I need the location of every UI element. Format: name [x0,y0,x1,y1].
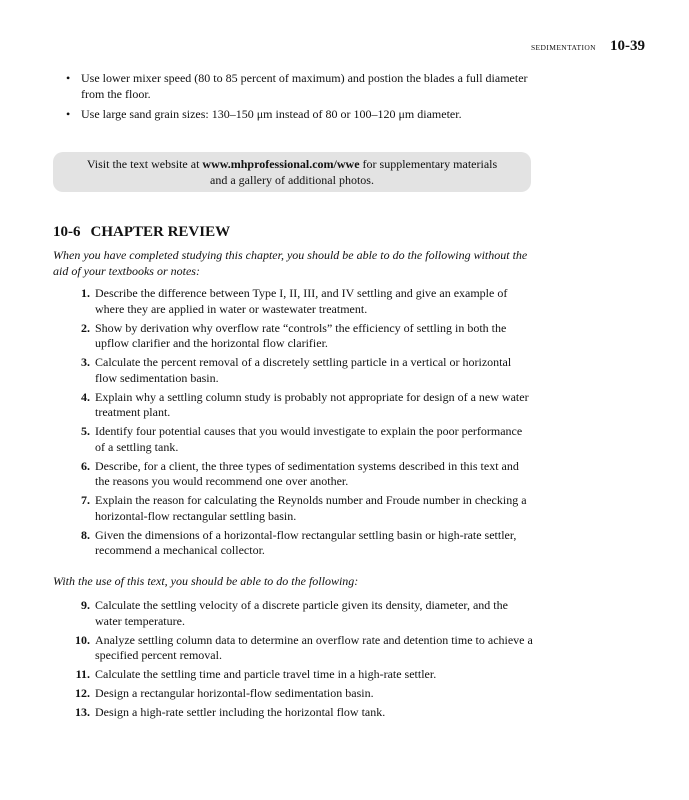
item-number: 2. [81,320,90,335]
item-text: Describe, for a client, the three types of sedimentation systems described in this text and the reasons you would recommend one over another. [95,458,519,488]
callout-line-2: and a gallery of additional photos. [210,173,374,187]
section-title: CHAPTER REVIEW [90,224,231,240]
list-item [53,390,533,421]
item-number: 7. [81,493,90,507]
list-item [53,633,533,664]
running-head: SEDIMENTATION [530,43,596,52]
item-number: 13. [75,705,90,719]
list-item [66,107,536,123]
list-item [53,686,533,702]
bullet-text: Use large sand grain sizes: 130–150 μm instead of 80 or 100–120 μm diameter. [81,107,462,121]
website-callout [53,152,531,192]
section-heading [53,224,230,241]
list-item [53,355,533,386]
bullet-symbol: • [66,71,71,85]
list-item [53,705,533,721]
item-text: Design a high-rate settler including the horizontal flow tank. [95,705,386,719]
item-number: 9. [81,598,90,612]
item-text: Design a rectangular horizontal-flow sedimentation basin. [95,686,374,700]
item-text: Calculate the percent removal of a discretely settling particle in a vertical or horizontal flow sedimentation basin. [95,355,512,385]
item-text: Calculate the settling velocity of a discrete particle given its density, diameter, and the water temperature. [95,598,508,628]
list-item [66,71,536,102]
page-number: 10-39 [610,38,645,54]
list-item [53,286,533,317]
item-text: Identify four potential causes that you would investigate to explain the poor performance of a settling tank. [95,424,523,454]
callout-line-1 [53,156,531,172]
item-number: 10. [75,632,90,647]
item-text: Describe the difference between Type I, II, III, and IV settling and give an example of where they are applied in water or wastewater treatment. [95,286,508,316]
item-number: 4. [81,389,90,404]
page-header [531,38,645,55]
item-text: Calculate the settling time and particle travel time in a high-rate settler. [95,667,437,681]
item-text: Analyze settling column data to determine an overflow rate and detention time to achieve a specified percent removal. [95,632,533,662]
list-item [53,321,533,352]
objectives-list [53,286,533,562]
list-item [53,493,533,524]
item-number: 11. [75,667,90,681]
list-item [53,528,533,559]
list-item [53,459,533,490]
item-text: Explain why a settling column study is probably not appropriate for design of a new water treatment plant. [95,389,529,419]
list-item [53,424,533,455]
item-number: 8. [81,527,90,542]
item-number: 6. [81,458,90,473]
callout-prefix: Visit the text website at [86,157,203,171]
callout-suffix: for supplementary materials [359,157,498,171]
item-number: 5. [81,424,90,438]
bullet-symbol: • [66,107,71,121]
bullet-text: Use lower mixer speed (80 to 85 percent of maximum) and postion the blades a full diameter from the floor. [81,71,528,101]
item-number: 1. [81,286,90,300]
intro-paragraph: When you have completed studying this chapter, you should be able to do the following without the aid of your textbooks or notes: [53,248,528,278]
item-text: Show by derivation why overflow rate “controls” the efficiency of settling in both the upflow clarifier and the horizontal flow clarifier. [95,320,507,350]
item-text: Explain the reason for calculating the Reynolds number and Froude number in checking a horizontal-flow rectangular settling basin. [95,493,527,523]
list-item [53,667,533,683]
item-number: 3. [81,355,90,369]
bullet-list [66,71,536,128]
list-item [53,598,533,629]
item-text: Given the dimensions of a horizontal-flow rectangular settling basin or high-rate settler, recommend a mechanical collector. [95,527,517,557]
intro-paragraph: With the use of this text, you should be able to do the following: [53,574,359,588]
objectives-list [53,598,533,724]
item-number: 12. [75,686,90,700]
section-number: 10-6 [53,224,81,240]
website-link[interactable]: www.mhprofessional.com/wwe [202,157,360,171]
